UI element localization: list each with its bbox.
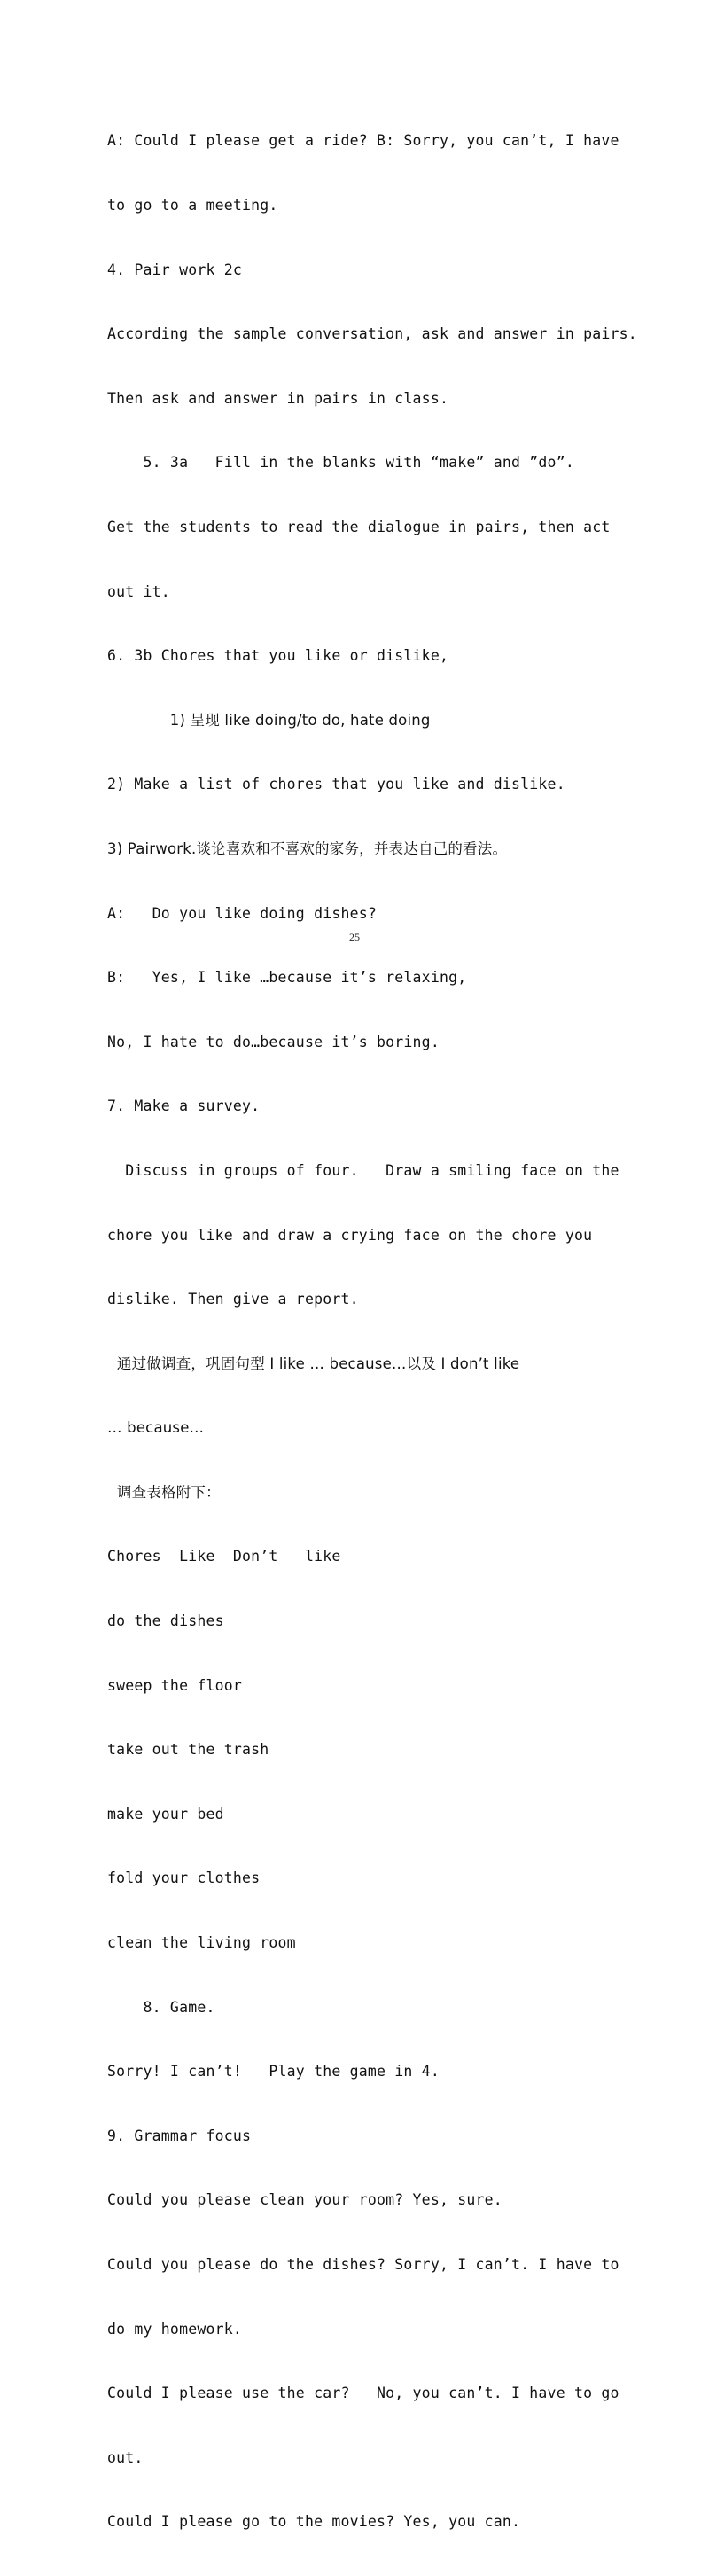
grammar-example: Could I please go to the movies? Yes, you can. — [107, 2513, 521, 2531]
page-number: 25 — [349, 931, 360, 943]
survey-row: make your bed — [107, 1805, 224, 1823]
survey-row: clean the living room — [107, 1934, 296, 1952]
survey-table-header: Chores Like Don’t like — [107, 1548, 341, 1565]
section-heading: 7. Make a survey. — [107, 1097, 261, 1115]
section-heading: 5. 3a Fill in the blanks with “make” and ”do”. — [107, 454, 574, 472]
section-heading: 8. Game. — [107, 1998, 215, 2016]
text-line: Sorry! I can’t! Play the game in 4. — [107, 2063, 440, 2080]
dialogue-line: No, I hate to do…because it’s boring. — [107, 1033, 440, 1050]
section-heading: 4. Pair work 2c — [107, 261, 243, 278]
text-line: According the sample conversation, ask and answer in pairs. — [107, 325, 637, 343]
survey-row: sweep the floor — [107, 1676, 243, 1694]
text-line: 2) Make a list of chores that you like and dislike. — [107, 776, 565, 793]
text-line: dislike. Then give a report. — [107, 1291, 359, 1308]
text-line: to go to a meeting. — [107, 197, 278, 214]
text-line: chore you like and draw a crying face on the chore you — [107, 1226, 593, 1244]
text-line: Then ask and answer in pairs in class. — [107, 389, 449, 407]
text-line: 通过做调查，巩固句型 I like … because…以及 I don’t like — [107, 1354, 520, 1372]
text-line: … because… — [107, 1419, 205, 1437]
text-line: out it. — [107, 582, 170, 600]
text-line: 调查表格附下： — [107, 1483, 221, 1501]
text-line: Get the students to read the dialogue in pairs, then act — [107, 518, 611, 535]
text-line: Discuss in groups of four. Draw a smiling face on the — [107, 1161, 619, 1179]
grammar-example: Could you please clean your room? Yes, sure. — [107, 2191, 503, 2209]
survey-row: fold your clothes — [107, 1870, 261, 1887]
section-heading: 6. 3b Chores that you like or dislike, — [107, 647, 449, 665]
survey-row: take out the trash — [107, 1741, 269, 1759]
survey-row: do the dishes — [107, 1612, 224, 1630]
text-line: 3) Pairwork.谈论喜欢和不喜欢的家务，并表达自己的看法。 — [107, 839, 508, 857]
text-line: 1) 呈现 like doing/to do, hate doing — [107, 711, 431, 729]
grammar-example: Could you please do the dishes? Sorry, I can’t. I have to — [107, 2256, 619, 2273]
section-heading: 9. Grammar focus — [107, 2127, 252, 2144]
document-body — [107, 88, 637, 2576]
grammar-example: Could I please use the car? No, you can’t. I have to go — [107, 2385, 619, 2402]
dialogue-line: B: Yes, I like …because it’s relaxing, — [107, 969, 467, 987]
dialogue-line: A: Do you like doing dishes? — [107, 904, 378, 922]
grammar-example: do my homework. — [107, 2320, 243, 2338]
text-line: A: Could I please get a ride? B: Sorry, you can’t, I have — [107, 132, 619, 150]
grammar-example: out. — [107, 2448, 144, 2466]
